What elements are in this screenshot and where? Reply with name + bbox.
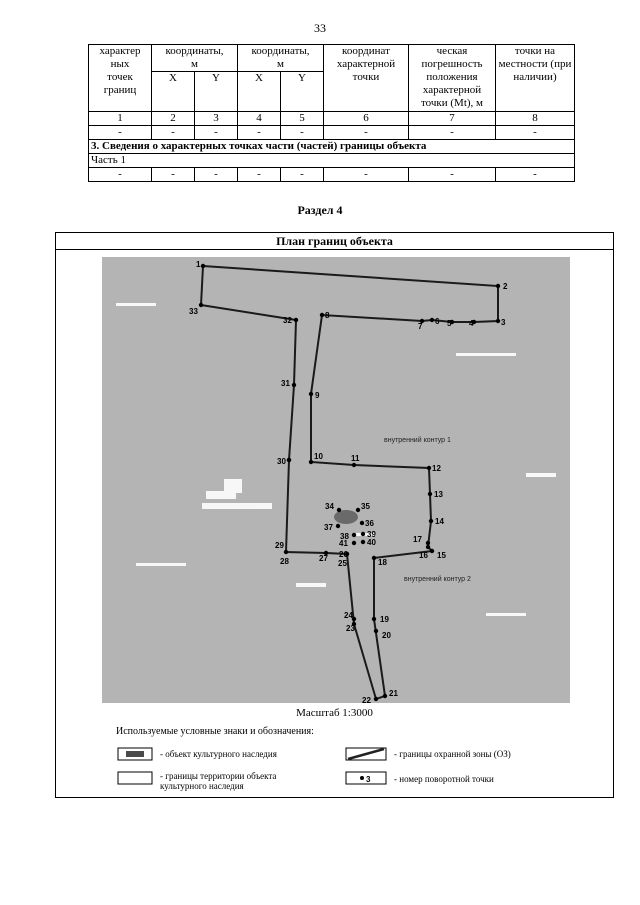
turning-point-label-21: 21 xyxy=(389,689,398,698)
section3-heading: 3. Сведения о характерных точках части (частей) границы объекта xyxy=(89,140,575,154)
header-cell-5: ческая погрешность положения характерной точки (Mt), м xyxy=(409,45,496,112)
turning-point-label-13: 13 xyxy=(434,490,443,499)
turning-point-2 xyxy=(496,284,500,288)
turning-point-label-18: 18 xyxy=(378,558,387,567)
turning-point-38 xyxy=(352,533,356,537)
turning-point-label-26: 26 xyxy=(339,550,348,559)
turning-point-28 xyxy=(284,550,288,554)
table-row: - - - - - - - - xyxy=(89,168,575,182)
table-row: - - - - - - - - xyxy=(89,126,575,140)
turning-point-label-3: 3 xyxy=(501,318,506,327)
turning-point-label-5: 5 xyxy=(447,319,452,328)
turning-point-20 xyxy=(374,629,378,633)
turning-point-8 xyxy=(320,313,324,317)
turning-point-19 xyxy=(372,617,376,621)
turning-point-label-16: 16 xyxy=(419,551,428,560)
legend-territory-text: - границы территории объекта культурного наследия xyxy=(160,771,277,791)
turning-point-34 xyxy=(337,508,341,512)
turning-point-label-6: 6 xyxy=(435,317,440,326)
page-number: 33 xyxy=(314,21,326,35)
legend-territory-swatch xyxy=(118,772,152,784)
turning-point-10 xyxy=(309,460,313,464)
header-cell-2: координаты, м xyxy=(152,45,238,72)
table-number-row: 1 2 3 4 5 6 7 8 xyxy=(89,112,575,126)
turning-point-label-2: 2 xyxy=(503,282,508,291)
heritage-object xyxy=(334,510,358,524)
scale-label: Масштаб 1:3000 xyxy=(296,707,373,719)
turning-point-label-25: 25 xyxy=(338,559,347,568)
turning-point-label-4: 4 xyxy=(469,319,474,328)
turning-point-32 xyxy=(294,318,298,322)
turning-point-16 xyxy=(426,545,430,549)
turning-point-label-38: 38 xyxy=(340,532,349,541)
turning-point-13 xyxy=(428,492,432,496)
turning-point-label-41: 41 xyxy=(339,539,348,548)
contour-label-1: внутренний контур 1 xyxy=(384,437,451,444)
turning-point-label-24: 24 xyxy=(344,611,353,620)
legend-point-text: - номер поворотной точки xyxy=(394,774,494,784)
header-cell-4: координат характерной точки xyxy=(324,45,409,112)
turning-point-label-11: 11 xyxy=(351,454,360,463)
turning-point-15 xyxy=(430,549,434,553)
legend-heritage-fill xyxy=(126,751,144,757)
turning-point-label-31: 31 xyxy=(281,379,290,388)
turning-point-label-37: 37 xyxy=(324,523,333,532)
legend-title: Используемые условные знаки и обозначения: xyxy=(116,726,314,737)
turning-point-label-40: 40 xyxy=(367,538,376,547)
legend-point-number: 3 xyxy=(366,775,371,784)
turning-point-31 xyxy=(292,383,296,387)
turning-point-30 xyxy=(287,458,291,462)
header-cell-1: характер ных точек границ xyxy=(89,45,152,112)
turning-point-label-1: 1 xyxy=(196,260,201,269)
turning-point-35 xyxy=(356,508,360,512)
turning-point-label-27: 27 xyxy=(319,554,328,563)
header-cell-6: точки на местности (при наличии) xyxy=(496,45,575,112)
turning-point-label-19: 19 xyxy=(380,615,389,624)
coordinates-table xyxy=(88,44,575,182)
turning-point-label-35: 35 xyxy=(361,502,370,511)
section-title: Раздел 4 xyxy=(297,203,343,217)
turning-point-label-12: 12 xyxy=(432,464,441,473)
turning-point-label-30: 30 xyxy=(277,457,286,466)
turning-point-label-29: 29 xyxy=(275,541,284,550)
turning-point-33 xyxy=(199,303,203,307)
turning-point-label-14: 14 xyxy=(435,517,444,526)
turning-point-6 xyxy=(430,318,434,322)
turning-point-1 xyxy=(201,264,205,268)
turning-point-label-34: 34 xyxy=(325,502,334,511)
turning-point-12 xyxy=(427,466,431,470)
turning-point-3 xyxy=(496,319,500,323)
turning-point-label-36: 36 xyxy=(365,519,374,528)
table-header-row xyxy=(89,45,575,72)
turning-point-label-39: 39 xyxy=(367,530,376,539)
turning-point-label-28: 28 xyxy=(280,557,289,566)
turning-point-22 xyxy=(374,697,378,701)
turning-point-label-20: 20 xyxy=(382,631,391,640)
turning-point-14 xyxy=(429,519,433,523)
subheader-x2: X xyxy=(238,72,281,112)
legend-point-dot xyxy=(360,776,364,780)
turning-point-17 xyxy=(426,541,430,545)
header-cell-3: координаты, м xyxy=(238,45,324,72)
turning-point-36 xyxy=(360,521,364,525)
turning-point-label-8: 8 xyxy=(325,311,330,320)
turning-point-label-32: 32 xyxy=(283,316,292,325)
contour-label-2: внутренний контур 2 xyxy=(404,576,471,583)
legend-zone-text: - границы охранной зоны (ОЗ) xyxy=(394,749,511,759)
map-background xyxy=(102,257,570,703)
turning-point-18 xyxy=(372,556,376,560)
part-label: Часть 1 xyxy=(89,154,575,168)
turning-point-9 xyxy=(309,392,313,396)
subheader-y2: Y xyxy=(281,72,324,112)
turning-point-label-15: 15 xyxy=(437,551,446,560)
turning-point-label-10: 10 xyxy=(314,452,323,461)
plan-frame xyxy=(55,232,614,798)
turning-point-label-7: 7 xyxy=(418,322,423,331)
plan-title: План границ объекта xyxy=(56,233,613,250)
section3-row xyxy=(89,140,575,154)
turning-point-label-17: 17 xyxy=(413,535,422,544)
turning-point-11 xyxy=(352,463,356,467)
turning-point-label-9: 9 xyxy=(315,391,320,400)
turning-point-label-22: 22 xyxy=(362,696,371,705)
turning-point-41 xyxy=(352,541,356,545)
subheader-x1: X xyxy=(152,72,195,112)
turning-point-40 xyxy=(361,540,365,544)
part-row xyxy=(89,154,575,168)
legend-heritage-text: - объект культурного наследия xyxy=(160,749,277,759)
turning-point-label-33: 33 xyxy=(189,307,198,316)
turning-point-21 xyxy=(383,694,387,698)
subheader-y1: Y xyxy=(195,72,238,112)
turning-point-label-23: 23 xyxy=(346,624,355,633)
turning-point-39 xyxy=(361,532,365,536)
turning-point-37 xyxy=(336,524,340,528)
